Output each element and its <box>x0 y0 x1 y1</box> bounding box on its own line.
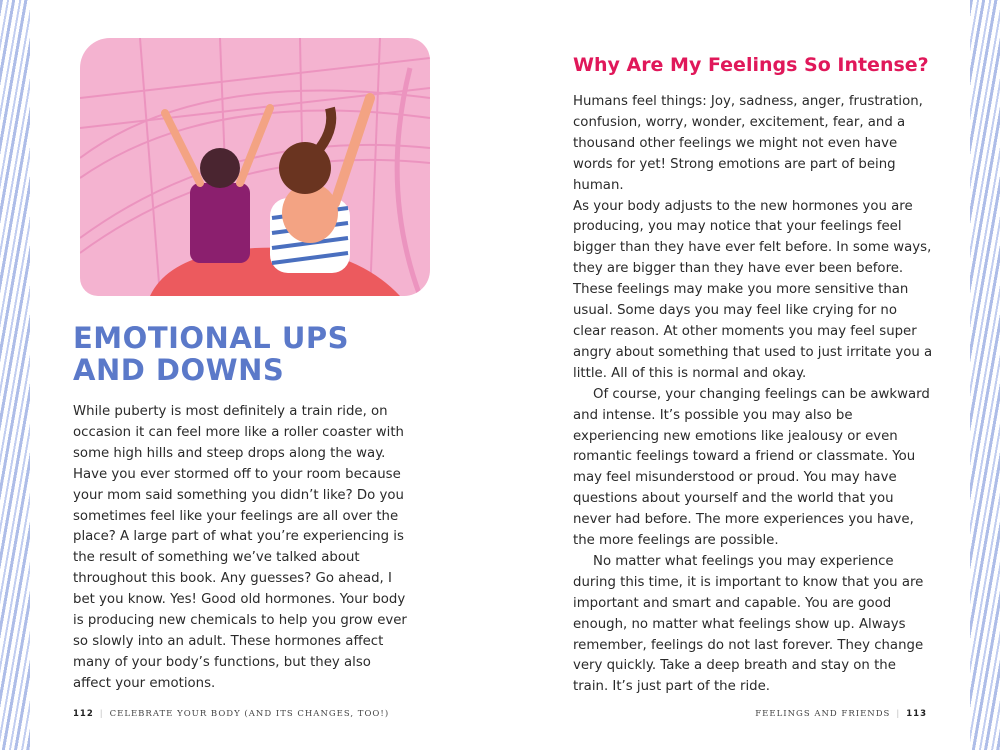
paragraph: While puberty is most definitely a train ride, on occasion it can feel more like a roller coaster with some high hills and steep drops along the way. Have you ever stormed off to your room because your mom said something you didn’t like? Do you sometimes feel like your feelings are all over the place? A large part of what you’re experiencing is the result of something we’ve talked about throughout this book. Any guesses? Go ahead, I bet you know. Yes! Good old hormones. Your body is producing new chemicals to help you grow ever so slowly into an adult. These hormones affect many of your body’s functions, but they also affect your emotions. <box>73 404 407 691</box>
paragraph: Of course, your changing feelings can be awkward and intense. It’s possible you may also be experiencing new emotions like jealousy or even romantic feelings toward a friend or classmate. You may feel misunderstood or proud. You may have questions about yourself and the world that you never had before. The more experiences you have, the more feelings are possible. <box>573 386 930 549</box>
running-head: CELEBRATE YOUR BODY (AND ITS CHANGES, TOO!) <box>109 709 390 719</box>
footer-left <box>73 709 389 719</box>
page-number: 113 <box>906 709 927 719</box>
left-body-text <box>73 402 413 695</box>
paragraph: No matter what feelings you may experience during this time, it is important to know that you are important and smart and capable. You are good enough, no matter what feelings show up. Always remember, feelings do not last forever. They change very quickly. Take a deep breath and stay on the train. It’s just part of the ride. <box>573 553 924 695</box>
right-body-text <box>573 92 933 698</box>
heading-line-1: EMOTIONAL UPS <box>73 321 350 355</box>
footer-right <box>755 709 927 719</box>
decorative-edge-right <box>970 0 1000 750</box>
paragraph: Humans feel things: Joy, sadness, anger, frustration, confusion, worry, wonder, excitement, fear, and a thousand other feelings we might not even have words for yet! Strong emotions are part of being human. <box>573 94 923 193</box>
roller-coaster-illustration <box>80 38 430 296</box>
running-head: FEELINGS AND FRIENDS <box>755 709 891 719</box>
heading-why-are-my-feelings-so-intense: Why Are My Feelings So Intense? <box>573 54 929 76</box>
page-number: 112 <box>73 709 94 719</box>
paragraph: As your body adjusts to the new hormones you are producing, you may notice that your feelings feel bigger than they have ever felt before. In some ways, they are bigger than they have ever been before. These feelings may make you more sensitive than usual. Some days you may feel like crying for no clear reason. At other moments you may feel super angry about something that used to just irritate you a little. All of this is normal and okay. <box>573 198 933 381</box>
footer-separator: | <box>99 709 104 719</box>
decorative-edge-left <box>0 0 30 750</box>
heading-line-2: AND DOWNS <box>73 353 285 387</box>
heading-emotional-ups-and-downs <box>73 322 349 386</box>
footer-separator: | <box>896 709 901 719</box>
